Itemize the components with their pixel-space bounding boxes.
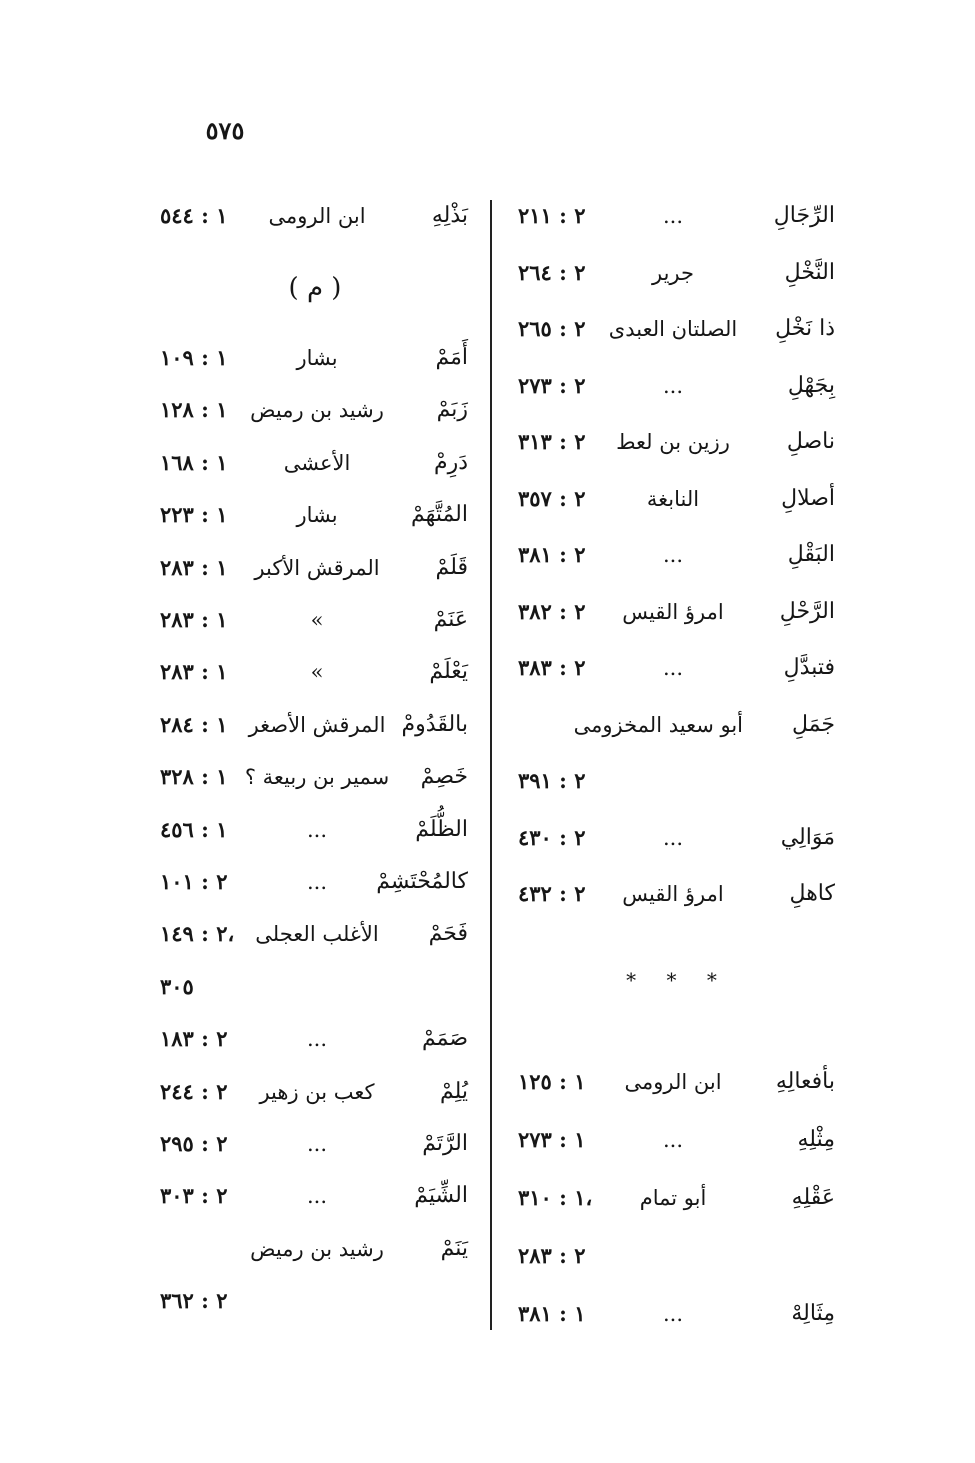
entry-word: مِثَالِهْ [791, 1301, 835, 1326]
entry-reference: ١ : ١٠٩ [160, 345, 228, 370]
section-heading: ( م ) [288, 273, 342, 303]
index-entry [150, 1229, 480, 1269]
entry-word: يَنَمْ [440, 1235, 468, 1261]
entry-reference: ٣٠٥ [160, 973, 194, 999]
entry-poet: ... [662, 204, 684, 228]
entry-word: الظُّلَمْ [415, 816, 468, 842]
index-entry [150, 1281, 480, 1321]
section-separator: * * * [626, 968, 729, 992]
index-entry [150, 1072, 480, 1112]
entry-poet: المرقش الأكبر [254, 555, 380, 580]
entry-word: البَقْلِ [787, 542, 835, 567]
entry-word: مَوَالِي [780, 824, 835, 850]
entry-word: أصلالِ [781, 485, 835, 511]
index-entry [150, 390, 480, 430]
column-divider [490, 200, 492, 1330]
entry-poet: ابن الرومى [624, 1070, 722, 1094]
index-entry [150, 1124, 480, 1164]
entry-reference: ١ : ٢٨٣ [160, 607, 228, 632]
entry-poet: أبو تمام [639, 1186, 707, 1210]
entry-word: الرِّجَالِ [773, 203, 835, 228]
entry-poet: النابغة [646, 486, 700, 511]
index-entry [150, 1176, 480, 1216]
index-entry [150, 914, 480, 954]
entry-word: بِجَهْلِ [787, 372, 835, 398]
entry-word: أَمَمْ [435, 345, 468, 370]
entry-poet: ... [306, 1184, 328, 1209]
entry-reference: ١ : ١٢٥ [518, 1069, 586, 1094]
entry-reference: ٢ : ٣٨٢ [518, 598, 586, 624]
entry-reference: ١ : ٥٤٤ [160, 203, 228, 228]
entry-reference: ١ : ٤٥٦ [160, 816, 228, 842]
entry-poet: » [310, 608, 324, 632]
entry-reference: ٢ : ٢٨٣ [518, 1243, 586, 1268]
index-entry [510, 1294, 845, 1334]
index-entry [510, 253, 845, 293]
index-entry [150, 652, 480, 692]
entry-word: عَقْلِهِ [791, 1185, 835, 1210]
entry-poet: امرؤ القيس [622, 599, 724, 624]
entry-word: بأفعالِهِ [775, 1069, 835, 1094]
entry-reference: ١ : ٣١٠، [518, 1185, 593, 1210]
entry-poet: رزين بن لعط [616, 430, 730, 454]
entry-poet: ... [306, 1132, 328, 1156]
index-entry [510, 1236, 845, 1276]
entry-word: الرَّحْلِ [779, 598, 835, 624]
index-entry [510, 1178, 845, 1218]
entry-word: زَبَمْ [436, 397, 468, 423]
entry-word: صَمَمْ [421, 1026, 468, 1052]
index-entry [510, 592, 845, 632]
index-entry [510, 535, 845, 575]
entry-reference: ١ : ١٢٨ [160, 397, 228, 423]
entry-poet: أبو سعيد المخزومى [573, 712, 743, 737]
entry-word: جَمَلِ [792, 711, 835, 737]
index-entry [510, 309, 845, 349]
index-entry [510, 705, 845, 745]
entry-word: الرَّتَمْ [422, 1131, 468, 1156]
index-entry [150, 196, 480, 236]
entry-word: بالقَدُومْ [401, 711, 468, 737]
entry-word: مِثْلِهِ [797, 1127, 835, 1152]
index-entry [150, 757, 480, 797]
entry-reference: ٢ : ٣٦٢ [160, 1288, 228, 1314]
entry-word: خَصِمْ [420, 764, 468, 790]
entry-reference: ٢ : ٢٩٥ [160, 1131, 228, 1156]
entry-poet: ... [662, 656, 684, 680]
entry-word: فتبدَّلِ [783, 655, 835, 680]
entry-poet: الصلتان العبدى [608, 317, 738, 341]
entry-word: الشِّيَمْ [414, 1183, 468, 1209]
entry-poet: ابن الرومى [268, 204, 366, 228]
entry-poet: الأعشى [283, 450, 351, 475]
entry-reference: ١ : ٣٢٨ [160, 764, 228, 790]
entry-reference: ١ : ١٦٨ [160, 449, 228, 475]
entry-reference: ٢ : ٣٨١ [518, 542, 586, 567]
entry-reference: ١ : ٢٨٣ [160, 554, 228, 580]
entry-word: يَعْلَمْ [429, 659, 468, 685]
entry-reference: ٢ : ٤٣٢ [518, 881, 586, 906]
entry-poet: بشار [296, 346, 338, 370]
entry-reference: ١ : ٢٨٣ [160, 659, 228, 685]
index-entry [510, 648, 845, 688]
entry-poet: ... [306, 870, 328, 894]
entry-reference: ٢ : ٢٤٤ [160, 1078, 228, 1104]
entry-word: بَذْلِهِ [431, 203, 468, 228]
entry-reference: ٢ : ١٨٣ [160, 1026, 228, 1052]
entry-poet: » [310, 660, 324, 685]
entry-reference: ١ : ٢٢٣ [160, 502, 228, 528]
entry-word: فَحَمْ [428, 921, 468, 947]
index-entry [150, 548, 480, 588]
entry-poet: سمير بن ربيعة ؟ [244, 765, 390, 790]
index-entry [150, 600, 480, 640]
index-entry [150, 810, 480, 850]
index-entry [510, 874, 845, 914]
entry-poet: بشار [296, 503, 338, 528]
index-entry [150, 705, 480, 745]
entry-reference: ٢ : ١٠١ [160, 869, 228, 894]
entry-word: ذا نَخْلِ [775, 316, 835, 341]
index-entry [150, 1019, 480, 1059]
entry-reference: ٢ : ٢٦٤ [518, 259, 586, 285]
entry-poet: ... [306, 817, 328, 842]
entry-word: يُلِمْ [439, 1078, 468, 1104]
entry-word: المُتَّهَمْ [411, 502, 468, 528]
entry-poet: ... [662, 1128, 684, 1152]
index-entry [510, 1062, 845, 1102]
entry-poet: المرقش الأصغر [248, 712, 386, 737]
entry-poet: ... [662, 373, 684, 398]
entry-poet: كعب بن زهير [259, 1079, 375, 1104]
entry-word: عَنَمْ [433, 607, 468, 632]
index-entry [510, 479, 845, 519]
index-entry [150, 495, 480, 535]
entry-poet: رشيد بن رميض [250, 398, 384, 423]
entry-reference: ١ : ٣٨١ [518, 1301, 586, 1326]
index-entry [150, 443, 480, 483]
index-entry [150, 862, 480, 902]
entry-poet: ... [662, 825, 684, 850]
entry-poet: رشيد بن رميض [250, 1236, 384, 1261]
entry-reference: ٢ : ٢٦٥ [518, 316, 586, 341]
page-number: ٥٧٥ [205, 116, 245, 145]
entry-reference: ٢ : ٤٣٠ [518, 824, 586, 850]
entry-word: ناصلِ [786, 429, 835, 454]
entry-poet: جرير [652, 260, 694, 285]
index-entry [150, 967, 480, 1007]
entry-word: النَّخْلِ [784, 259, 835, 285]
entry-poet: ... [306, 1027, 328, 1052]
entry-reference: ٢ : ٣١٣ [518, 429, 586, 454]
entry-reference: ٢ : ٣٠٣ [160, 1183, 228, 1209]
entry-poet: ... [662, 1302, 684, 1326]
index-entry [510, 1120, 845, 1160]
entry-poet: امرؤ القيس [622, 882, 724, 906]
entry-word: قَلَمْ [435, 554, 468, 580]
index-entry [510, 422, 845, 462]
index-entry [150, 338, 480, 378]
index-entry [510, 761, 845, 801]
entry-reference: ١ : ٢٨٤ [160, 711, 228, 737]
index-entry [510, 818, 845, 858]
entry-reference: ١ : ٢٧٣ [518, 1127, 586, 1152]
index-entry [510, 366, 845, 406]
entry-word: دَرِمْ [433, 449, 468, 475]
entry-reference: ٢ : ٣٩١ [518, 768, 586, 793]
entry-reference: ٢ : ١٤٩، [160, 921, 235, 947]
entry-reference: ٢ : ٢١١ [518, 203, 586, 228]
entry-word: كالمُحْتَشِمْ [376, 869, 468, 894]
index-entry [510, 196, 845, 236]
entry-reference: ٢ : ٢٧٣ [518, 372, 586, 398]
entry-poet: ... [662, 543, 684, 567]
entry-reference: ٢ : ٣٥٧ [518, 485, 586, 511]
entry-word: كاهلِ [789, 881, 835, 906]
entry-poet: الأغلب العجلى [255, 922, 379, 947]
entry-reference: ٢ : ٣٨٣ [518, 655, 586, 680]
